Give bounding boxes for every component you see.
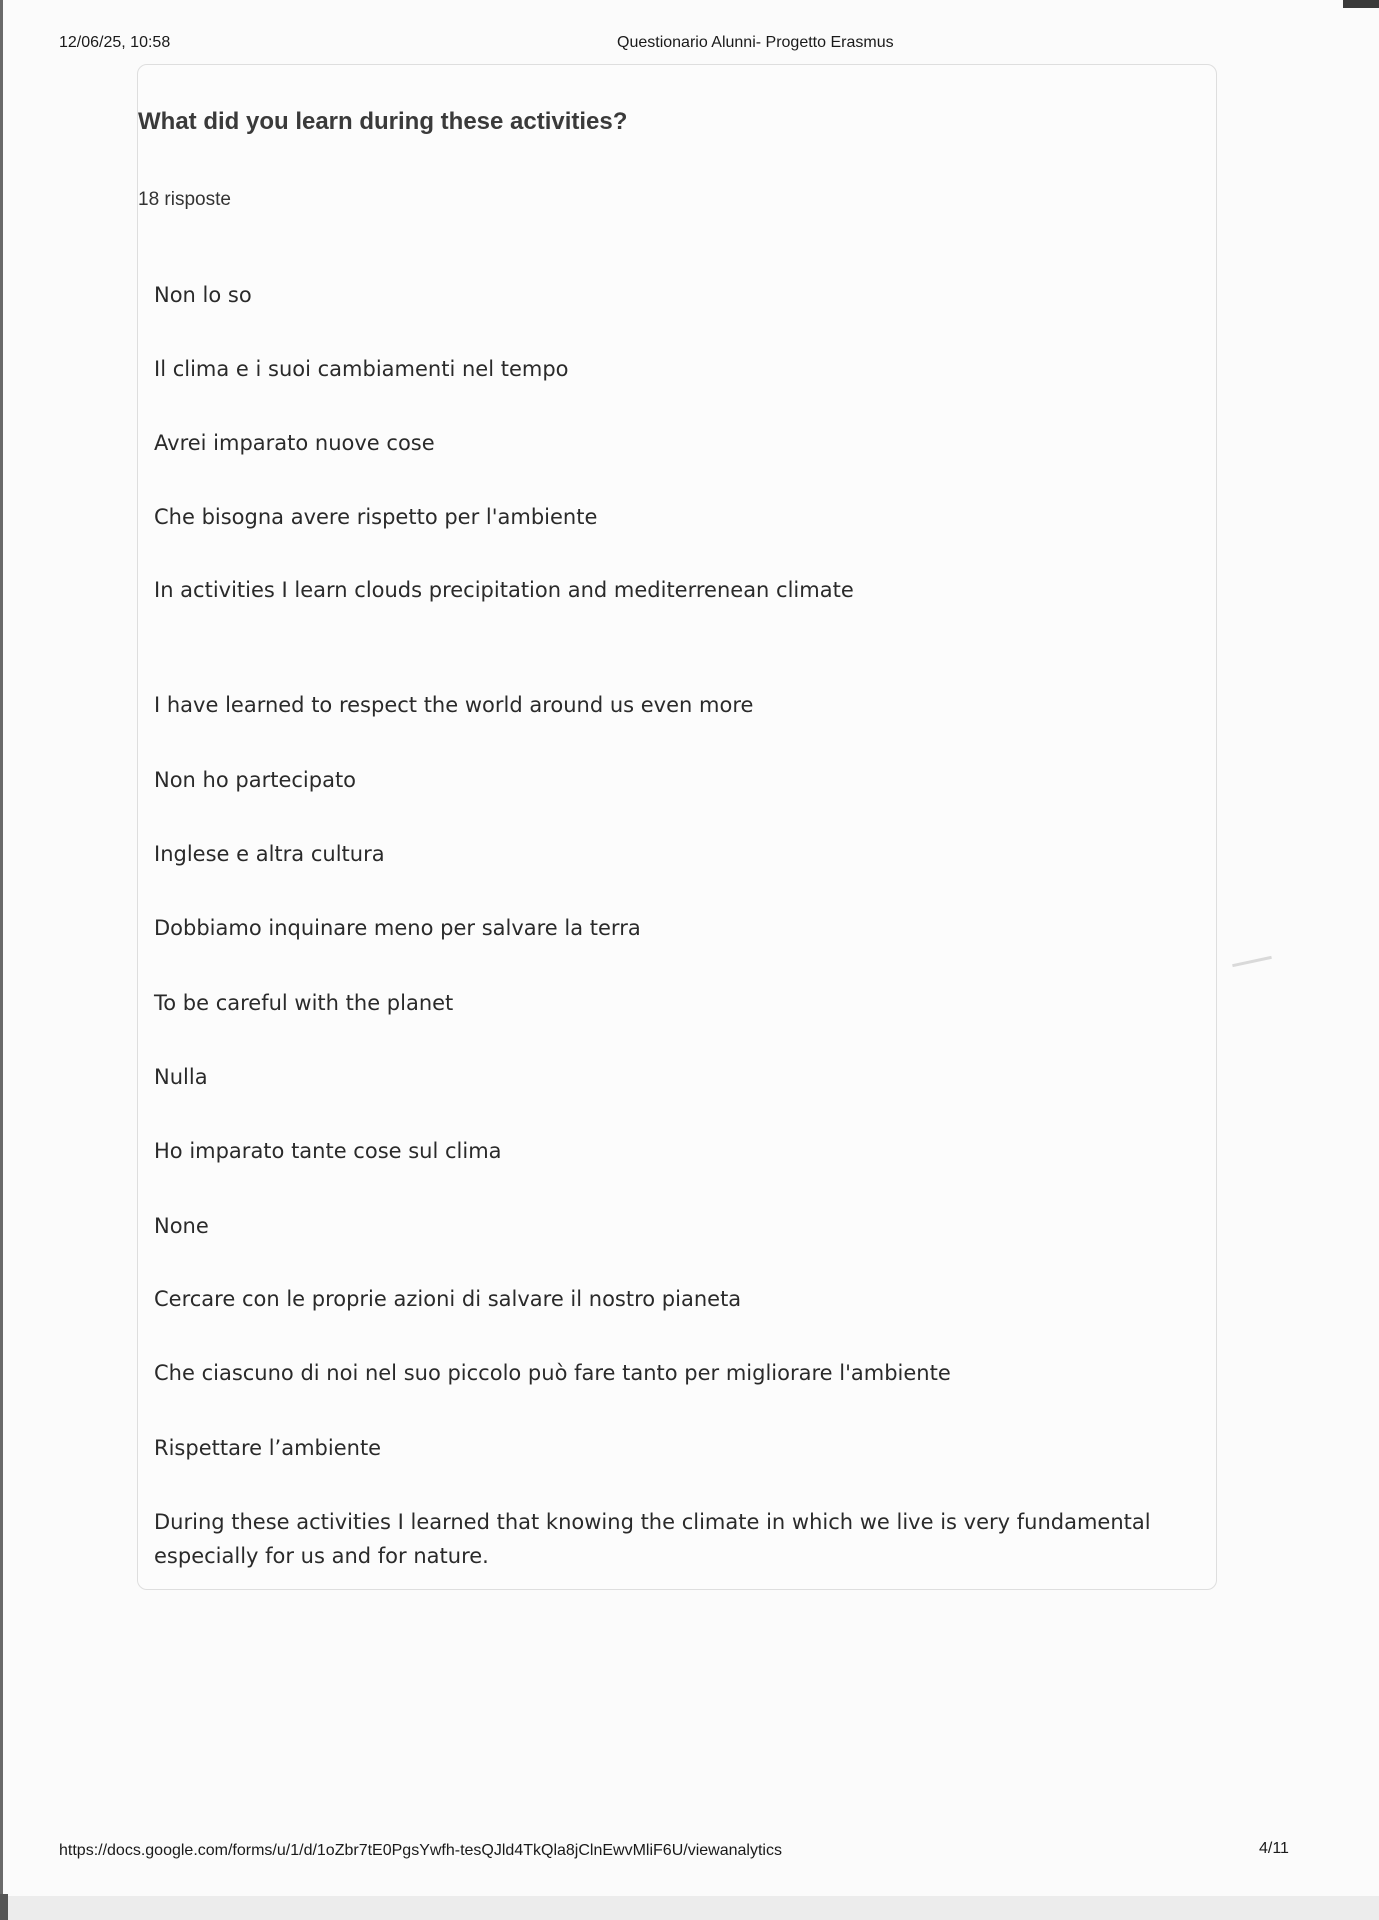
answer-item: To be careful with the planet — [154, 991, 454, 1015]
answer-item: Cercare con le proprie azioni di salvare il nostro pianeta — [154, 1287, 742, 1311]
answer-item: Il clima e i suoi cambiamenti nel tempo — [154, 357, 569, 381]
answer-item: Inglese e altra cultura — [154, 842, 385, 866]
answer-item: Ho imparato tante cose sul clima — [154, 1139, 502, 1163]
scan-border-top-right — [1343, 0, 1379, 8]
page-number: 4/11 — [1259, 1840, 1289, 1857]
answer-item: In activities I learn clouds precipitation and mediterrenean climate — [154, 578, 854, 602]
print-url: https://docs.google.com/forms/u/1/d/1oZbr7tE0PgsYwfh-tesQJld4TkQla8jClnEwvMliF6U/viewanalytics — [59, 1842, 782, 1859]
scan-border-bottom-left — [0, 1894, 8, 1920]
answer-item: Nulla — [154, 1065, 208, 1089]
print-document-title: Questionario Alunni- Progetto Erasmus — [617, 34, 894, 51]
response-count: 18 risposte — [138, 189, 231, 210]
scan-border-left — [0, 0, 3, 1920]
answer-item: Non lo so — [154, 283, 252, 307]
scan-border-bottom — [0, 1896, 1379, 1920]
scan-smudge — [1232, 956, 1272, 967]
answer-item: During these activities I learned that knowing the climate in which we live is very fundamental especially for us and for nature. — [154, 1510, 1151, 1568]
answer-item: Rispettare l’ambiente — [154, 1436, 382, 1460]
answer-item: Che ciascuno di noi nel suo piccolo può fare tanto per migliorare l'ambiente — [154, 1361, 951, 1385]
print-datetime: 12/06/25, 10:58 — [59, 34, 171, 51]
print-header — [59, 34, 1289, 56]
answer-item: Che bisogna avere rispetto per l'ambiente — [154, 505, 598, 529]
answer-item: Dobbiamo inquinare meno per salvare la terra — [154, 916, 641, 940]
answer-item: None — [154, 1214, 209, 1238]
answer-item: I have learned to respect the world around us even more — [154, 693, 754, 717]
question-title: What did you learn during these activities? — [138, 108, 628, 135]
print-footer — [59, 1842, 1299, 1864]
answer-item: Avrei imparato nuove cose — [154, 431, 435, 455]
answer-item: Non ho partecipato — [154, 768, 357, 792]
